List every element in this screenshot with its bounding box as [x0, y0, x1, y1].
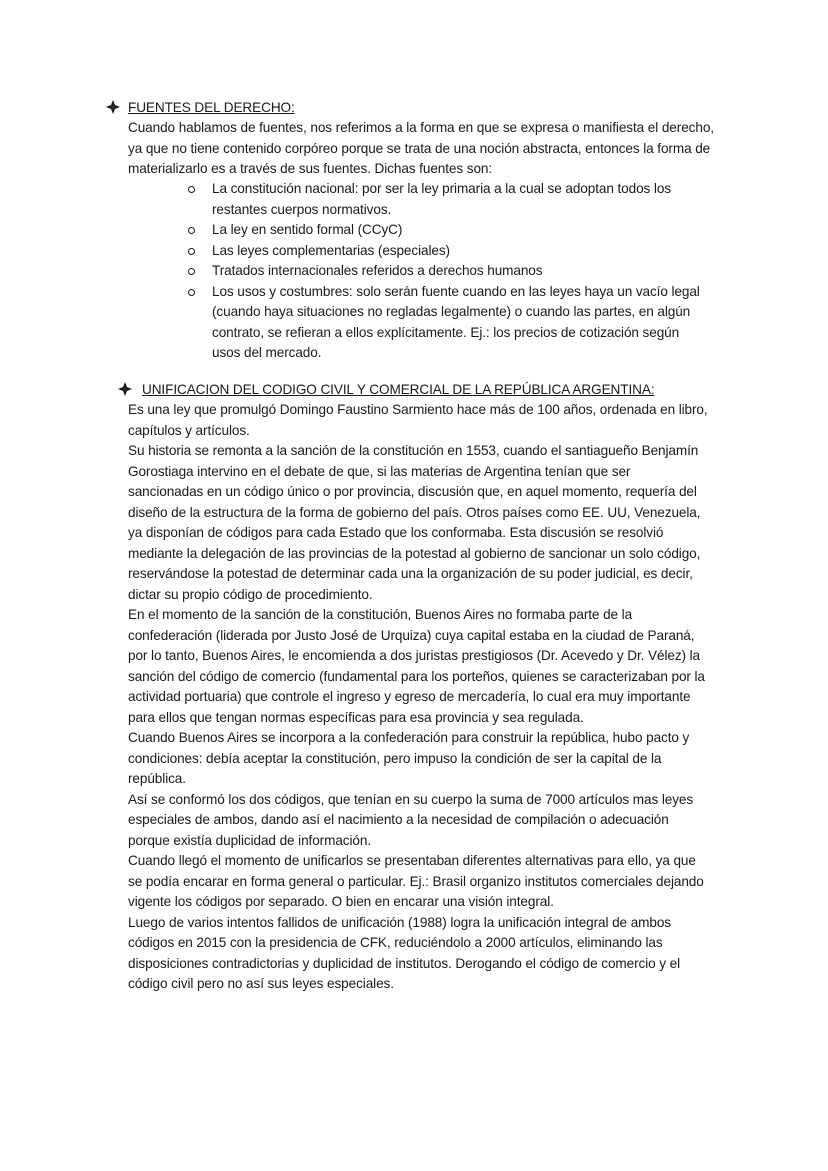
circle-bullet-icon [188, 268, 195, 275]
circle-bullet-icon [188, 186, 195, 193]
body-paragraph: Cuando Buenos Aires se incorpora a la confederación para construir la república, hubo pacto y condiciones: debía aceptar la constitución, pero impuso la condición de ser la capital de la república. [128, 730, 690, 786]
body-paragraph: Luego de varios intentos fallidos de unificación (1988) logra la unificación integral de ambos códigos en 2015 con la presidencia de CFK, reduciéndolo a 2000 artículos, eliminando las disposiciones contradictorias y duplicidad de institutos. Derogando el código de comercio y el código civil pero no así sus leyes especiales. [128, 914, 681, 991]
list-item [212, 179, 707, 220]
section-intro-fuentes [128, 118, 728, 180]
list-item-text: La constitución nacional: por ser la ley primaria a la cual se adoptan todos los restantes cuerpos normativos. [212, 181, 671, 217]
list-item-text: Tratados internacionales referidos a derechos humanos [212, 263, 543, 278]
body-paragraph: Cuando llegó el momento de unificarlos se presentaban diferentes alternativas para ello, ya que se podía encarar en forma general o particular. Ej.: Brasil organizo institutos comerciales dejando vigente los códigos por separado. O bien en encarar una visión integral. [128, 853, 704, 909]
intro-paragraph: Cuando hablamos de fuentes, nos referimos a la forma en que se expresa o manifiesta el derecho, ya que no tiene contenido corpóreo porque se trata de una noción abstracta, entonces la forma de materializarlo es a través de sus fuentes. Dichas fuentes son: [128, 120, 714, 176]
body-paragraph: Su historia se remonta a la sanción de la constitución en 1553, cuando el santiagueño Benjamín Gorostiaga intervino en el debate de que, si las materias de Argentina tenían que ser sancionadas en un código único o por provincia, discusión que, en aquel momento, requería del diseño de la estructura de la forma de gobierno del país. Otros países como EE. UU, Venezuela, ya disponían de códigos para cada Estado que los conformaba. Esta discusión se resolvió mediante la delegación de las provincias de la potestad al gobierno de sancionar un solo código, reservándose la potestad de determinar cada una la organización de su poder judicial, es decir, dictar su propio código de procedimiento. [128, 443, 701, 602]
sources-list [212, 179, 707, 364]
list-item-text: Las leyes complementarias (especiales) [212, 242, 450, 258]
section-heading-unificacion: UNIFICACION DEL CODIGO CIVIL Y COMERCIAL DE LA REPÚBLICA ARGENTINA: [142, 382, 655, 397]
list-item [212, 220, 707, 241]
body-paragraph: En el momento de la sanción de la constitución, Buenos Aires no formaba parte de la confederación (liderada por Justo José de Urquiza) cuya capital estaba en la ciudad de Paraná, por lo tanto, Buenos Aires, le encomienda a dos juristas prestigiosos (Dr. Acevedo y Dr. Vélez) la sanción del código de comercio (fundamental para los porteños, quienes se caracterizaban por la actividad portuaria) que controle el ingreso y egreso de mercadería, lo cual era muy importante para ellos que tengan normas específicas para esa provincia y sea regulada. [128, 607, 705, 725]
list-item-text: Los usos y costumbres: solo serán fuente cuando en las leyes haya un vacío legal (cuando haya situaciones no regladas legalmente) o cuando las partes, en algún contrato, se refieran a ellos explícitamente. Ej.: los precios de cotización según usos del mercado. [212, 283, 700, 360]
diamond-bullet-icon [106, 100, 120, 114]
list-item-text: La ley en sentido formal (CCyC) [212, 222, 403, 237]
section-heading-fuentes: FUENTES DEL DERECHO: [128, 100, 295, 115]
circle-bullet-icon [188, 227, 195, 234]
section-body-unificacion [128, 400, 708, 995]
circle-bullet-icon [188, 248, 195, 255]
list-item [212, 282, 707, 364]
body-paragraph: Así se conformó los dos códigos, que tenían en su cuerpo la suma de 7000 artículos mas leyes especiales de ambos, dando así el nacimiento a la necesidad de compilación o adecuación porque existía duplicidad de información. [128, 791, 694, 848]
body-paragraph: Es una ley que promulgó Domingo Faustino Sarmiento hace más de 100 años, ordenada en libro, capítulos y artículos. [128, 402, 708, 438]
list-item [212, 241, 707, 262]
list-item [212, 261, 707, 282]
circle-bullet-icon [188, 289, 195, 296]
diamond-bullet-icon [118, 382, 132, 396]
